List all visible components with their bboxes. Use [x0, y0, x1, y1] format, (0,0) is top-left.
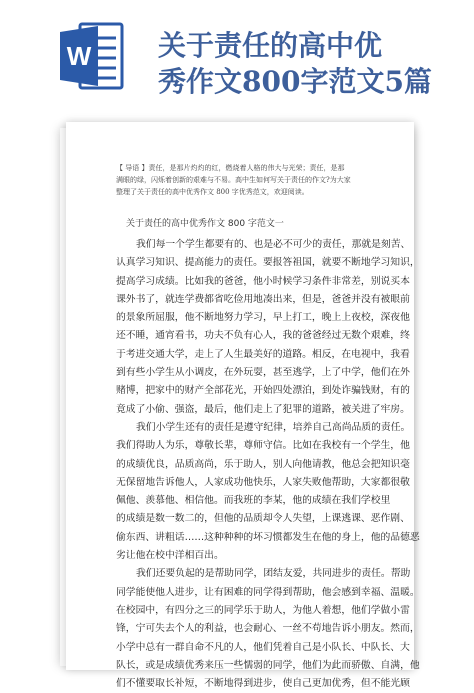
page-title	[158, 28, 458, 100]
essay-line: 的成绩优良，品质高尚，乐于助人，别人向他请教，他总会把知识毫	[116, 458, 410, 470]
essay-line: 还不睡，通宵看书，功夫不负有心人，我的爸爸经过无数个艰难，终	[116, 330, 410, 342]
essay-line: 赌博，把家中的财产全部花光，开始四处漂泊，到处诈骗钱财，有的	[116, 385, 410, 397]
essay-line: 我们得助人为乐，尊敬长辈，尊师守信。比如在我校有一个学生，他	[116, 440, 410, 452]
essay-heading: 关于责任的高中优秀作文 800 字范文一	[126, 219, 284, 229]
word-document-icon	[58, 22, 124, 90]
essay-line: 的成绩是数一数二的，但他的品质却令人失望，上课逃课、恶作剧、	[116, 513, 410, 525]
essay-line: 偷东西、讲粗话……这种种种的坏习惯都发生在他的身上，他的品德恶	[116, 531, 420, 543]
essay-body	[116, 236, 420, 693]
guide-line: 【 导语 】责任，是那片灼灼的红，燃烧着人格的伟大与光荣；责任，是那	[116, 164, 345, 172]
essay-line: 的景象所屈服，他不断地努力学习，早上打工，晚上上夜校，深夜他	[116, 312, 410, 324]
essay-line: 们不懂要取长补短，不断地得到进步，使自己更加优秀，但不能光顾	[116, 678, 410, 690]
guide-line: 整理了关于责任的高中优秀作文 800 字优秀范文，欢迎阅读。	[116, 188, 309, 196]
essay-line: 课外书了，就连学费都省吃俭用地凑出来，但是，爸爸并没有被眼前	[116, 293, 410, 305]
essay-line: 在校园中，有四分之三的同学乐于助人，为他人着想，他们学做小雷	[116, 604, 410, 616]
essay-line: 无保留地告诉他人，人家成功他快乐，人家失败他帮助，大家都很敬	[116, 476, 410, 488]
essay-line: 认真学习知识、提高能力的责任。要报答祖国，就要不断地学习知识，	[116, 257, 420, 269]
word-icon-letter: W	[66, 41, 92, 71]
essay-line: 我们每一个学生都要有的、也是必不可少的责任，那就是刻苦、	[136, 239, 411, 250]
essay-line: 我们还要负起的是帮助同学，团结友爱，共同进步的责任。帮助	[136, 568, 411, 580]
page-header	[0, 0, 474, 110]
essay-line: 我们小学生还有的责任是遵守纪律，培养自己高尚品质的责任。	[136, 421, 411, 433]
essay-line: 于考进交通大学，走上了人生最美好的道路。相反，在电视中，我看	[116, 348, 410, 360]
title-line-2: 秀作文800字范文5篇	[158, 65, 432, 98]
guide-line: 满眼的绿，闪烁着创新的艰难与不易。高中生如何写关于责任的作文?为大家	[116, 176, 351, 184]
essay-line: 提高学习成绩。比如我的爸爸，他小时候学习条件非常差，别说买本	[116, 275, 410, 287]
essay-line: 竟成了小偷、强盗，最后，他们走上了犯罪的道路，被关进了牢房。	[116, 403, 410, 415]
title-line-1: 关于责任的高中优	[158, 29, 383, 62]
essay-line: 佩他、羡慕他、相信他。而我班的李某，他的成绩在我们学校里	[116, 495, 391, 507]
essay-line: 锋，宁可失去个人的利益，也会耐心、一丝不苟地告诉小朋友。然而，	[116, 623, 420, 635]
document-page	[66, 122, 420, 690]
essay-line: 同学能使他人进步，让有困难的同学得到帮助，他会感到幸福、温暖。	[116, 586, 420, 598]
essay-line: 劣让他在校中洋相百出。	[116, 550, 224, 562]
guide-text	[116, 162, 382, 198]
essay-line: 到有些小学生从小调皮，在外玩耍，甚至逃学，上了中学，他们在外	[116, 367, 410, 379]
essay-line: 小学中总有一群自命不凡的人，他们凭着自己是小队长、中队长、大	[116, 641, 410, 653]
essay-line: 队长，或是成绩优秀来压一些懦弱的同学，他们为此而骄傲、自满，他	[116, 659, 420, 671]
